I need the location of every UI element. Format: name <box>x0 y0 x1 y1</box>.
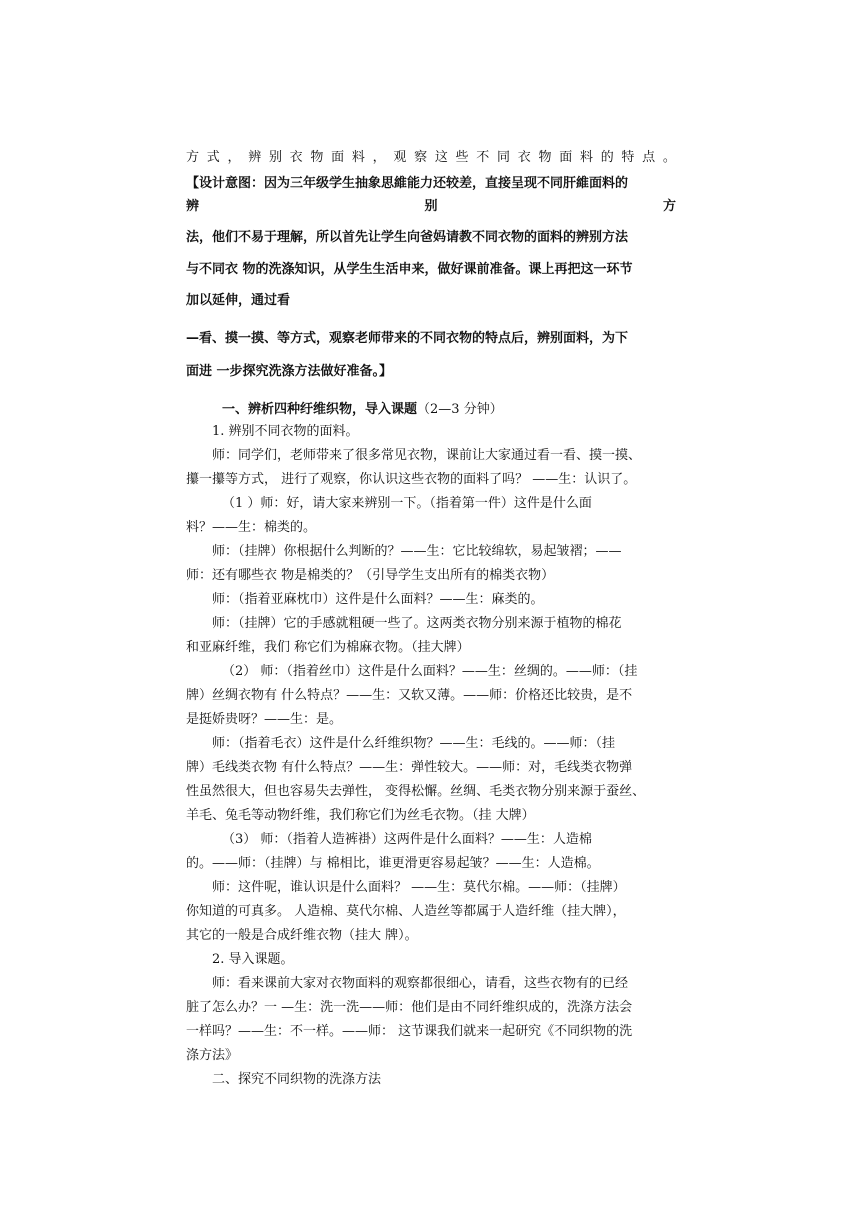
section-1-heading <box>186 401 676 419</box>
intro-char: ， <box>227 150 241 165</box>
intro-char: 些 <box>455 150 469 165</box>
design-line-2-char: 别 <box>424 199 438 214</box>
design-intent-line-4: 与不同衣 物的洗涤知识，从学生生活申来，做好课前准备。课上再把这一环节 <box>186 262 633 277</box>
paragraph-line: 性虽然很大，但也容易失去弹性， 变得松懈。丝绸、毛类衣物分别来源于蚕丝、 <box>186 784 646 799</box>
intro-char: 料 <box>579 150 593 165</box>
paragraph-line: 师：（指着亚麻枕巾）这件是什么面料？——生：麻类的。 <box>212 592 544 607</box>
item-1-title: 1. 辨别不同衣物的面料。 <box>212 424 359 439</box>
paragraph-line: 的。——师：（挂牌）与 棉相比，谁更滑更容易起皱？——生：人造棉。 <box>186 856 600 871</box>
intro-char: 衣 <box>517 150 531 165</box>
intro-char: 辨 <box>248 150 262 165</box>
intro-char: 这 <box>434 150 448 165</box>
intro-char: 式 <box>206 150 220 165</box>
intro-char: 方 <box>186 150 200 165</box>
intro-char: 同 <box>497 150 511 165</box>
intro-char: 面 <box>559 150 573 165</box>
section-2-heading: 二、探究不同织物的洗涤方法 <box>212 1072 382 1087</box>
paragraph-line: 师：同学们，老师带来了很多常见衣物，课前让大家通过看一看、摸一摸、 <box>212 448 642 463</box>
intro-char: 面 <box>331 150 345 165</box>
paragraph-line: 料？——生：棉类的。 <box>186 520 317 535</box>
section-1-heading-title: 一、辨析四种纡维织物，导入课题 <box>222 402 418 417</box>
paragraph-line: 一样吗？——生：不一样。——师： 这节课我们就来一起研究《不同织物的洗 <box>186 1024 633 1039</box>
design-line-2-char: 方 <box>662 199 676 214</box>
design-intent-line-6: —看、摸一摸、等方式，观察老师带来的不同衣物的特点后，辨别面料，为下 <box>186 331 629 346</box>
design-line-2-char: 辨 <box>186 199 200 214</box>
paragraph-line: 牌）丝绸衣物有 什么特点？——生：又软又薄。——师：价格还比较贵，是不 <box>186 688 633 703</box>
paragraph-line: 和亚麻纤维，我们 称它们为棉麻衣物。（挂大牌） <box>186 640 470 655</box>
intro-char: 不 <box>476 150 490 165</box>
paragraph-line: （2） 师：（指着丝巾）这件是什么面料？——生：丝绸的。——师：（挂 <box>222 664 638 679</box>
intro-char: 料 <box>351 150 365 165</box>
paragraph-line: 师：这件呢，谁认识是什么面料？ ——生：莫代尔棉。——师：（挂牌） <box>212 880 626 895</box>
design-intent-line-1: 【设计意图：因为三年级学生抽象思維能力还较差，直接呈现不同肝維面料的 <box>186 176 629 191</box>
paragraph-line: 师：（挂牌）你根据什么判断的？——生：它比较绵软，易起皱褶；—— <box>212 544 622 559</box>
paragraph-line: 师：（挂牌）它的手感就粗硬一些了。这两类衣物分别来源于植物的棉花 <box>212 616 622 631</box>
paragraph-line: 其它的一般是合成纤维衣物（挂大 牌）。 <box>186 928 418 943</box>
intro-char: 察 <box>414 150 428 165</box>
intro-char: 物 <box>310 150 324 165</box>
intro-char: 点 <box>642 150 656 165</box>
intro-line <box>186 149 676 167</box>
paragraph-line: （1 ）师：好，请大家来辨别一下。（指着第一件）这件是什么面 <box>222 496 592 511</box>
intro-char: 的 <box>600 150 614 165</box>
intro-char: 物 <box>538 150 552 165</box>
intro-char: 衣 <box>289 150 303 165</box>
paragraph-line: 羊毛、兔毛等动物纤维，我们称它们为丝毛衣物。（挂 大牌） <box>186 808 535 823</box>
paragraph-line: 攥一攥等方式， 进行了观察，你认识这些衣物的面料了吗？ ——生：认识了。 <box>186 472 637 487</box>
intro-char: 别 <box>268 150 282 165</box>
design-intent-line-5: 加以延伸，通过看 <box>186 293 291 308</box>
paragraph-line: 师：还有哪些衣 物是棉类的？（引导学生支出所有的棉类衣物） <box>186 568 555 583</box>
paragraph-line: 牌）毛线类衣物 有什么特点？——生：弹性较大。——师：对，毛线类衣物弹 <box>186 760 633 775</box>
intro-char: 特 <box>621 150 635 165</box>
design-intent-line-7: 面进 一步探究洗涤方法做好准备。】 <box>186 364 393 379</box>
design-intent-line-3: 法，他们不易于理解，所以首先让学生向爸妈请教不同衣物的面料的辨别方法 <box>186 230 629 245</box>
paragraph-line: 是挺娇贵呀？——生：是。 <box>186 712 343 727</box>
design-intent-line-2 <box>186 198 676 216</box>
intro-char: ， <box>372 150 386 165</box>
intro-char: 。 <box>662 150 676 165</box>
paragraph-line: 师：看来课前大家对衣物面料的观察都很细心，请看，这些衣物有的已经 <box>212 976 629 991</box>
paragraph-line: 你知道的可真多。 人造棉、莫代尔棉、人造丝等都属于人造纤维（挂大牌）， <box>186 904 626 919</box>
paragraph-line: 脏了怎么办？一 —生：洗一洗——师：他们是由不同纤维织成的，洗涤方法会 <box>186 1000 633 1015</box>
intro-char: 观 <box>393 150 407 165</box>
paragraph-line: 师：（指着毛衣）这件是什么纤维织物？——生：毛线的。——师：（挂 <box>212 736 616 751</box>
paragraph-line: 涤方法》 <box>186 1048 239 1063</box>
paragraph-line: （3） 师：（指着人造裤褂）这两件是什么面料？——生：人造棉 <box>222 832 592 847</box>
item-2-title: 2. 导入课题。 <box>212 952 294 967</box>
section-1-heading-time: （2—3 分钟） <box>417 402 503 417</box>
